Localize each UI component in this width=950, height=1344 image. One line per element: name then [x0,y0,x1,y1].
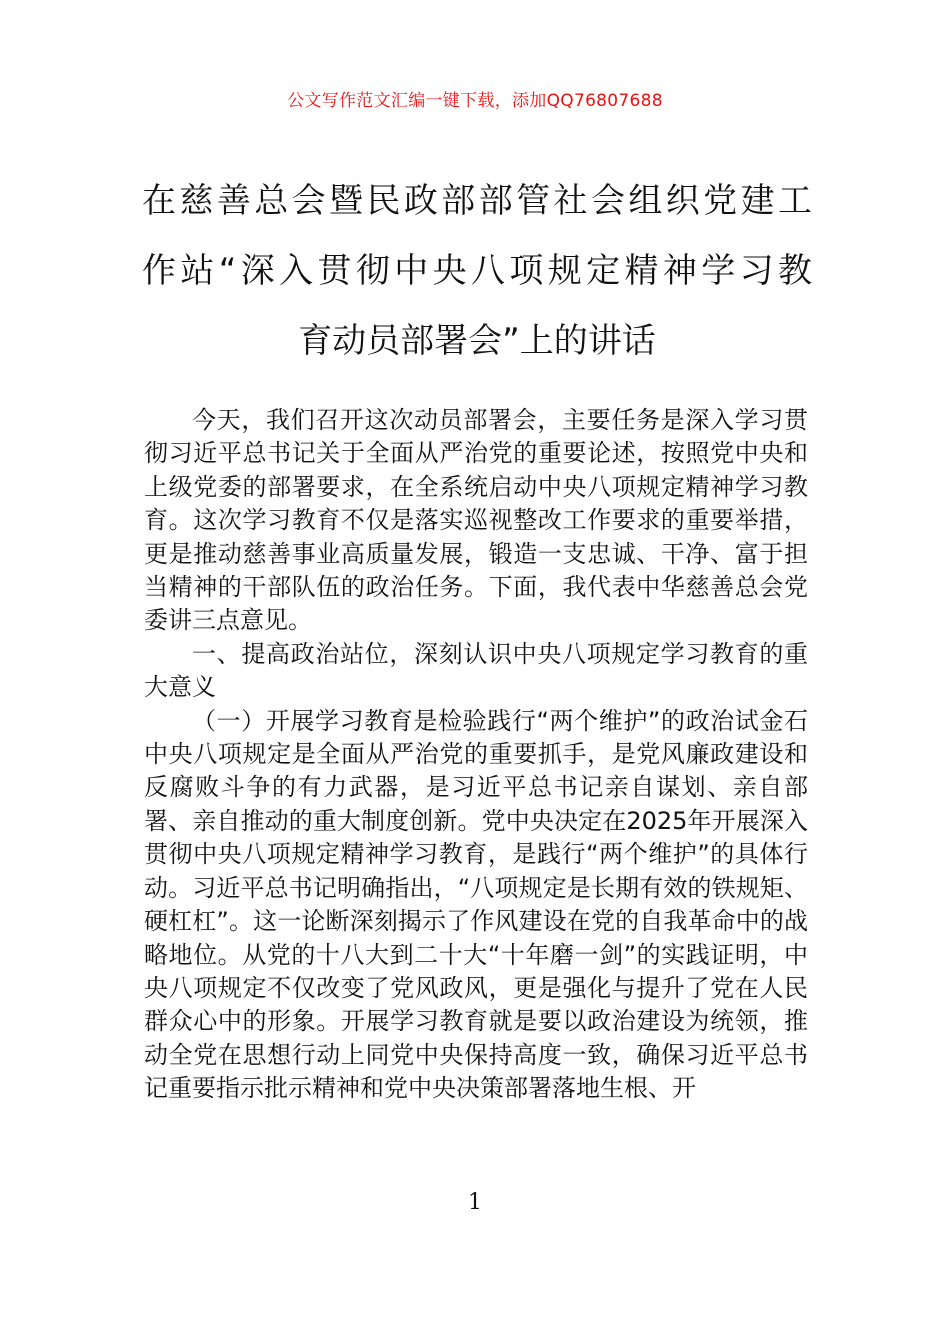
section-heading-1: 一、提高政治站位，深刻认识中央八项规定学习教育的重大意义 [144,639,808,702]
title-line-2: 作站“深入贯彻中央八项规定精神学习教 [142,251,812,291]
document-body [144,404,808,1106]
page-number: 1 [468,1190,482,1215]
intro-paragraph: 今天，我们召开这次动员部署会，主要任务是深入学习贯彻习近平总书记关于全面从严治党的重要论述，按照党中央和上级党委的部署要求，在全系统启动中央八项规定精神学习教育。这次学习教育不仅是落实巡视整改工作要求的重要举措，更是推动慈善事业高质量发展，锻造一支忠诚、干净、富于担当精神的干部队伍的政治任务。下面，我代表中华慈善总会党委讲三点意见。 [144,406,808,635]
promo-banner: 公文写作范文汇编一键下载，添加QQ76807688 [287,91,663,111]
title-line-3: 育动员部署会”上的讲话 [298,321,656,361]
subsection-paragraph-1: （一）开展学习教育是检验践行“两个维护”的政治试金石中央八项规定是全面从严治党的重要抓手，是党风廉政建设和反腐败斗争的有力武器，是习近平总书记亲自谋划、亲自部署、亲自推动的重大制度创新。党中央决定在2025年开展深入贯彻中央八项规定精神学习教育，是践行“两个维护”的具体行动。习近平总书记明确指出，“八项规定是长期有效的铁规矩、硬杠杠”。这一论断深刻揭示了作风建设在党的自我革命中的战略地位。从党的十八大到二十大“十年磨一剑”的实践证明，中央八项规定不仅改变了党风政风，更是强化与提升了党在人民群众心中的形象。开展学习教育就是要以政治建设为统领，推动全党在思想行动上同党中央保持高度一致，确保习近平总书记重要指示批示精神和党中央决策部署落地生根、开 [144,706,808,1103]
document-title [142,166,812,376]
title-line-1: 在慈善总会暨民政部部管社会组织党建工 [142,181,812,221]
